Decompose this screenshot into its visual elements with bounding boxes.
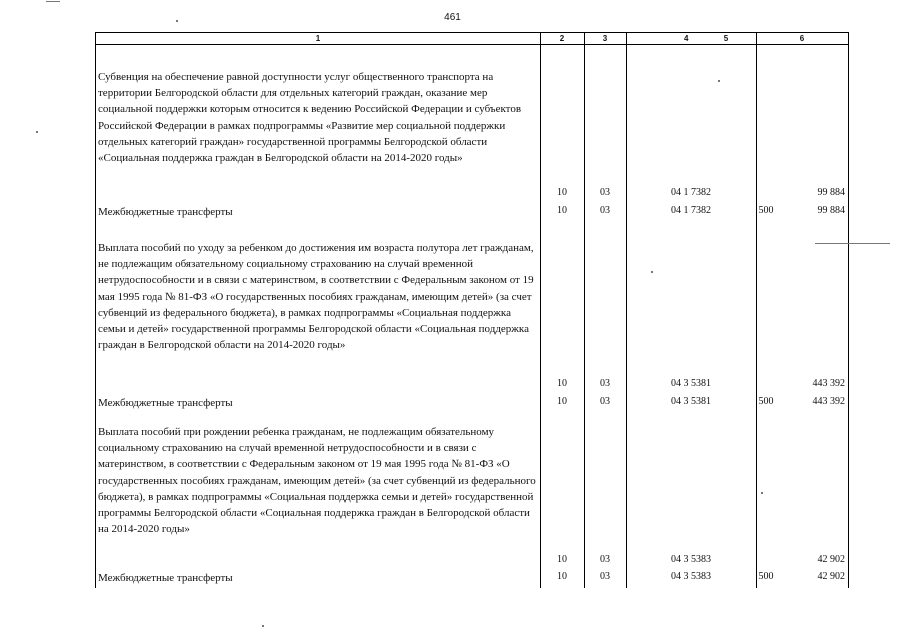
column-header-4: 4 bbox=[684, 34, 689, 43]
row-description: Субвенция на обеспечение равной доступности услуг общественного транспорта на территории Белгородской области для отдельных категорий граждан, оказание мер социальной поддержки которым относится к ведению Российской Федерации и субъектов Российской Федерации в рамках подпрограммы «Развитие мер социальной поддержки отдельных категорий граждан» государственной программы Белгородской области «Социальная поддержка граждан в Белгородской области на 2014-2020 годы» bbox=[98, 71, 522, 165]
row-target: 04 3 5383 bbox=[671, 571, 711, 582]
scan-artifact bbox=[36, 131, 38, 133]
budget-table bbox=[95, 32, 849, 588]
row-amount: 42 902 bbox=[817, 554, 845, 565]
row-target: 04 1 7382 bbox=[671, 187, 711, 198]
row-target: 04 3 5383 bbox=[671, 554, 711, 565]
row-amount: 443 392 bbox=[812, 378, 845, 389]
row-section: 10 bbox=[557, 554, 567, 565]
column-divider bbox=[756, 32, 757, 588]
scan-artifact bbox=[815, 243, 890, 244]
row-section: 10 bbox=[557, 187, 567, 198]
row-amount: 443 392 bbox=[812, 396, 845, 407]
row-type: 500 bbox=[758, 571, 774, 582]
row-subsection: 03 bbox=[600, 396, 610, 407]
column-header-3: 3 bbox=[602, 34, 608, 43]
row-section: 10 bbox=[557, 396, 567, 407]
row-target: 04 3 5381 bbox=[671, 378, 711, 389]
row-section: 10 bbox=[557, 378, 567, 389]
row-description: Выплата пособий по уходу за ребенком до достижения им возраста полутора лет гражданам, не подлежащим обязательному социальному страхованию на случай временной нетрудоспособности и в связи с материнством, в соответствии с Федеральным законом от 19 мая 1995 года № 81-ФЗ «О государственных пособиях гражданам, имеющим детей» (за счет субвенций из федерального бюджета), в рамках подпрограммы «Социальная поддержка семьи и детей» государственной программы Белгородской области «Социальная поддержка граждан в Белгородской области на 2014-2020 годы» bbox=[98, 242, 534, 352]
row-description: Межбюджетные трансферты bbox=[98, 572, 233, 584]
column-header-5: 5 bbox=[723, 34, 729, 43]
row-amount: 42 902 bbox=[817, 571, 845, 582]
scan-artifact bbox=[718, 80, 720, 82]
row-type: 500 bbox=[758, 396, 774, 407]
row-subsection: 03 bbox=[600, 205, 610, 216]
row-subsection: 03 bbox=[600, 554, 610, 565]
scan-artifact bbox=[761, 492, 763, 494]
column-header-6: 6 bbox=[799, 34, 805, 43]
column-divider bbox=[626, 32, 627, 588]
column-header-2: 2 bbox=[559, 34, 565, 43]
column-divider bbox=[584, 32, 585, 588]
scan-artifact bbox=[176, 20, 178, 22]
scan-artifact bbox=[651, 271, 653, 273]
row-subsection: 03 bbox=[600, 187, 610, 198]
row-type: 500 bbox=[758, 205, 774, 216]
row-description: Межбюджетные трансферты bbox=[98, 397, 233, 409]
row-description: Выплата пособий при рождении ребенка гражданам, не подлежащим обязательному социальному страхованию на случай временной нетрудоспособности и в связи с материнством, в соответствии с Федеральным законом от 19 мая 1995 года № 81-ФЗ «О государственных пособиях гражданам, имеющим детей» (за счет субвенций из федерального бюджета), в рамках подпрограммы «Социальная поддержка семьи и детей» государственной программы Белгородской области «Социальная поддержка граждан в Белгородской области на 2014-2020 годы» bbox=[98, 426, 536, 536]
row-section: 10 bbox=[557, 571, 567, 582]
column-header-1: 1 bbox=[315, 34, 321, 43]
table-header bbox=[96, 32, 848, 45]
scan-artifact bbox=[262, 625, 264, 627]
row-description: Межбюджетные трансферты bbox=[98, 206, 233, 218]
row-amount: 99 884 bbox=[817, 187, 845, 198]
row-target: 04 3 5381 bbox=[671, 396, 711, 407]
scan-artifact bbox=[46, 1, 60, 2]
row-section: 10 bbox=[557, 205, 567, 216]
column-divider bbox=[540, 32, 541, 588]
page-number: 461 bbox=[444, 12, 461, 23]
row-amount: 99 884 bbox=[817, 205, 845, 216]
row-target: 04 1 7382 bbox=[671, 205, 711, 216]
row-subsection: 03 bbox=[600, 378, 610, 389]
row-subsection: 03 bbox=[600, 571, 610, 582]
